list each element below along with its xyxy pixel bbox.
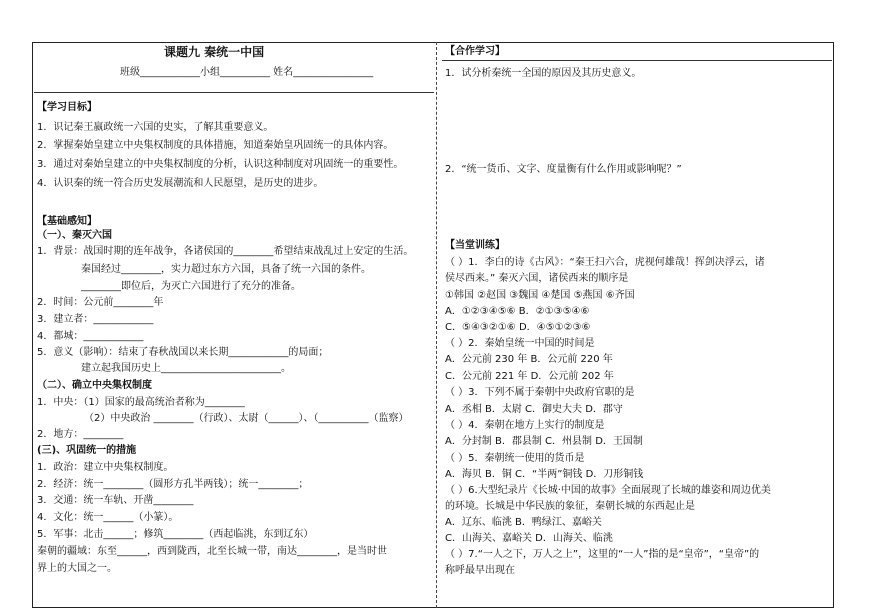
coop-question: 2．“统一货币、文字、度量衡有什么作用或影响呢？”	[445, 164, 682, 175]
practice-question: 称呼最早出现在	[445, 565, 515, 576]
background-line: 秦国经过________，实力超过东方六国，具备了统一六国的条件。	[81, 264, 371, 275]
territory-line: 界上的大国之一。	[37, 563, 117, 574]
measure-line: 2．经济：统一________（圆形方孔半两钱）；统一________；	[37, 479, 309, 490]
practice-options: ①韩国 ②赵国 ③魏国 ④楚国 ⑤燕国 ⑥齐国	[445, 290, 635, 301]
central-line: 1．中央：（1）国家的最高统治者称为________	[37, 397, 245, 408]
central-line: （2）中央政治 ________（行政）、太尉（______）、（__________（监察）	[84, 413, 409, 424]
practice-options: A．公元前 230 年 B．公元前 220 年	[445, 354, 613, 365]
background-line: 1．背景：战国时期的连年战争，各诸侯国的________希望结束战乱过上安定的生活。	[37, 246, 414, 257]
local-line: 2．地方：________	[37, 429, 124, 440]
practice-header: 【当堂训练】	[445, 240, 505, 251]
founder-line: 3．建立者：____________	[37, 314, 154, 325]
practice-question: （ ）4．秦朝在地方上实行的制度是	[445, 420, 605, 431]
practice-options: C．⑤④③②①⑥ D．④⑤①②③⑥	[445, 322, 591, 333]
goal-item: 2．掌握秦始皇建立中央集权制度的具体措施，知道秦始皇巩固统一的具体内容。	[37, 140, 394, 151]
practice-options: C．公元前 221 年 D．公元前 202 年	[445, 371, 614, 382]
measure-line: 1．政治：建立中央集权制度。	[37, 462, 174, 473]
practice-options: A．丞相 B．太尉 C．御史大夫 D．郡守	[445, 404, 623, 415]
goals-header: 【学习目标】	[37, 102, 97, 113]
practice-question: （ ）1．李白的诗《古风》：“秦王扫六合，虎视何雄哉！挥剑决浮云，诸	[445, 257, 765, 268]
practice-options: A．①②③④⑤⑥ B．②①③⑤④⑥	[445, 306, 590, 317]
coop-question: 1．试分析秦统一全国的原因及其历史意义。	[445, 68, 642, 79]
subsection-title: (三)、巩固统一的措施	[37, 445, 137, 456]
capital-line: 4．都城：____________	[37, 331, 144, 342]
measure-line: 3．交通：统一车轨、开凿________	[37, 495, 194, 506]
meaning-line: 建立起我国历史上________________________。	[81, 363, 291, 374]
practice-question: 的环境。长城是中华民族的象征，秦朝长城的东西起止是	[445, 501, 695, 512]
student-info-line: 班级____________小组__________ 姓名________________	[120, 67, 374, 78]
column-divider	[436, 42, 437, 608]
header-rule	[442, 60, 832, 61]
coop-header: 【合作学习】	[445, 46, 505, 57]
practice-options: A．辽东、临洮 B．鸭绿江、嘉峪关	[445, 517, 602, 528]
basics-header: 【基础感知】	[37, 216, 97, 227]
meaning-line: 5．意义（影响）：结束了春秋战国以来长期____________的局面；	[37, 347, 329, 358]
page-title: 课题九 秦统一中国	[164, 45, 265, 59]
practice-question: （ ）7.“一人之下，万人之上”，这里的“一人”指的是“皇帝”，“皇帝”的	[445, 549, 760, 560]
measure-line: 5．军事：北击______；修筑________（西起临洮，东到辽东）	[37, 529, 314, 540]
practice-question: （ ）3．下列不属于秦朝中央政府官职的是	[445, 387, 635, 398]
background-line: ________即位后，为灭亡六国进行了充分的准备。	[81, 281, 301, 292]
goal-item: 1．识记秦王嬴政统一六国的史实，了解其重要意义。	[37, 122, 274, 133]
practice-options: A．海贝 B．铜 C．“半两”铜钱 D．刀形铜钱	[445, 469, 644, 480]
practice-options: A．分封制 B．郡县制 C．州县制 D．王国制	[445, 436, 643, 447]
subsection-title: （二）、确立中央集权制度	[37, 380, 152, 391]
goal-item: 4．认识秦的统一符合历史发展潮流和人民愿望，是历史的进步。	[37, 178, 324, 189]
practice-question: 侯尽西来。” 秦灭六国，诸侯西来的顺序是	[445, 273, 629, 284]
header-rule	[34, 92, 434, 93]
practice-question: （ ）2．秦始皇统一中国的时间是	[445, 338, 595, 349]
practice-question: （ ）6.大型纪录片《长城·中国的故事》全面展现了长城的雄姿和周边优美	[445, 485, 771, 496]
practice-options: C．山海关、嘉峪关 D．山海关、临洮	[445, 533, 613, 544]
measure-line: 4．文化：统一______（小篆）。	[37, 512, 179, 523]
goal-item: 3．通过对秦始皇建立的中央集权制度的分析，认识这种制度对巩固统一的重要性。	[37, 159, 404, 170]
subsection-title: （一）、秦灭六国	[37, 230, 112, 241]
time-line: 2．时间：公元前________年	[37, 297, 164, 308]
practice-question: （ ）5．秦朝统一使用的货币是	[445, 453, 585, 464]
territory-line: 秦朝的疆域：东至______，西到陇西，北至长城一带，南达________，是当时世	[37, 546, 387, 557]
